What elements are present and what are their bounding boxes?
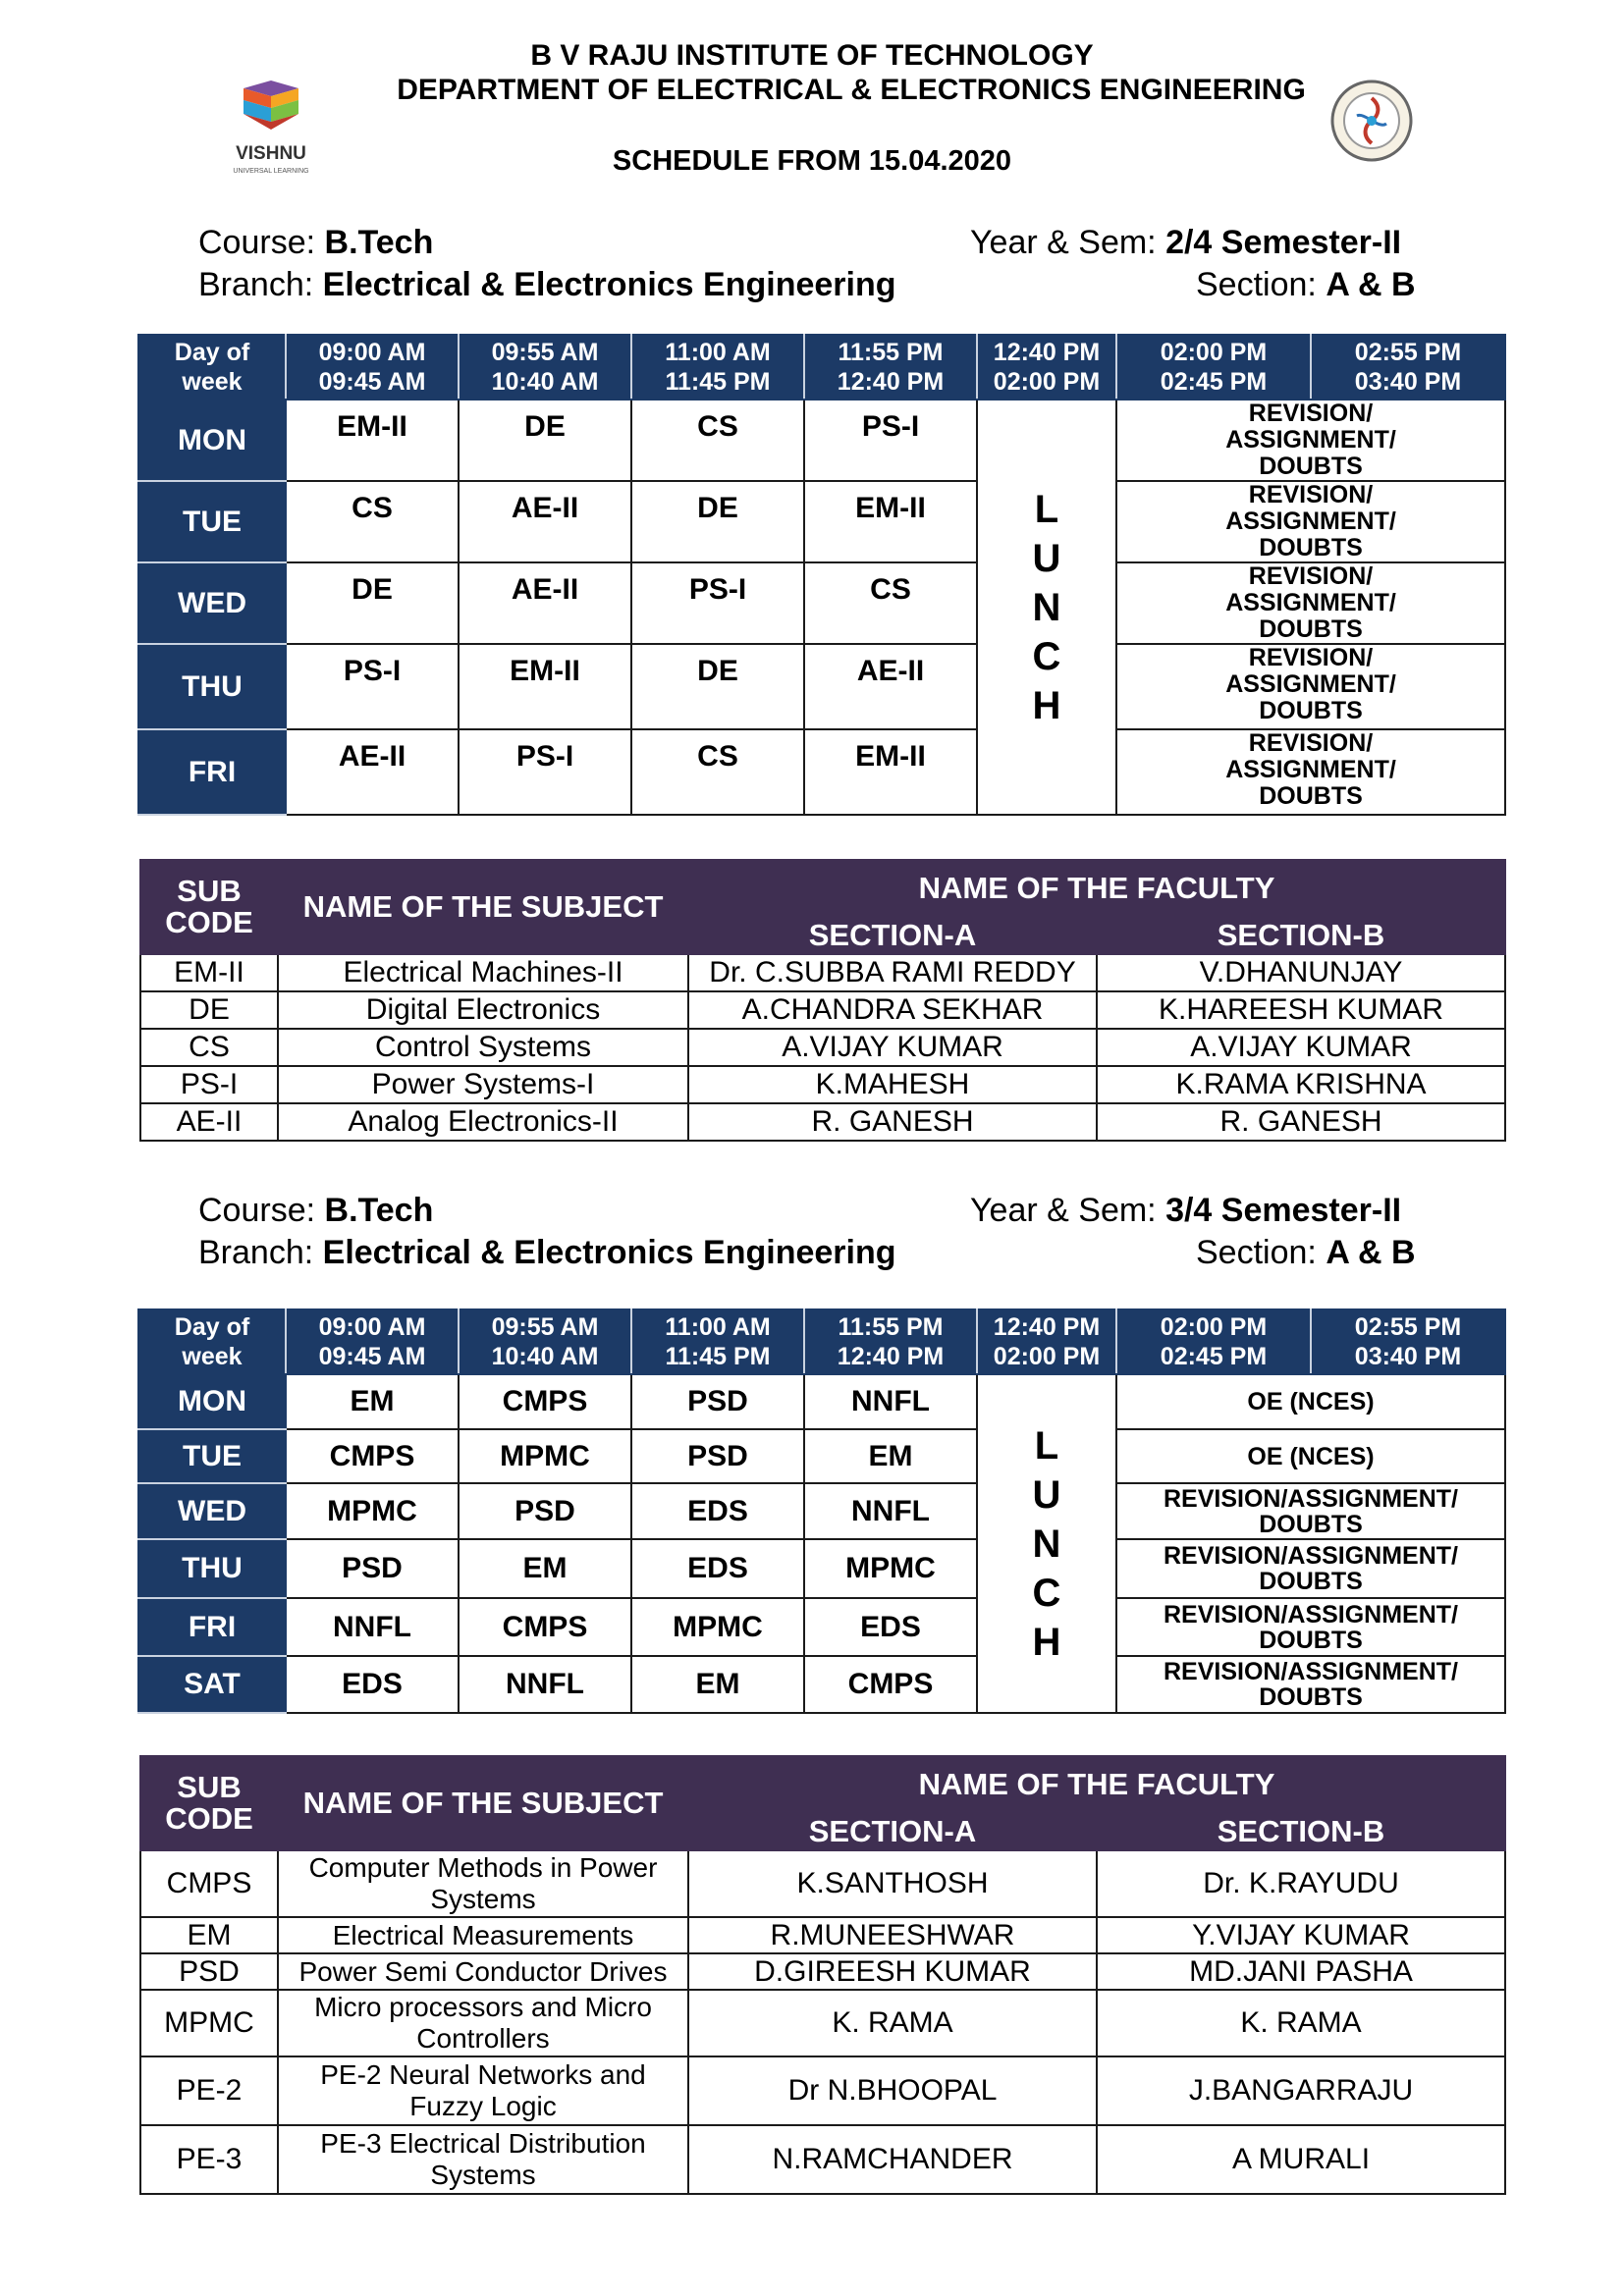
slot-header: 02:55 PM 03:40 PM bbox=[1311, 335, 1505, 400]
timetable-row bbox=[138, 644, 1505, 729]
timetable-header-row bbox=[138, 1309, 1505, 1374]
afternoon-activity: REVISION/ ASSIGNMENT/ DOUBTS bbox=[1116, 644, 1505, 729]
faculty-section-a: K. RAMA bbox=[688, 1990, 1097, 2056]
table-row bbox=[140, 1953, 1505, 1990]
section-line-2: Section: A & B bbox=[1196, 1234, 1416, 1271]
period-cell: MPMC bbox=[459, 1429, 631, 1483]
period-cell: EM bbox=[459, 1539, 631, 1598]
faculty-section-b: K.RAMA KRISHNA bbox=[1097, 1066, 1505, 1103]
period-cell: EDS bbox=[631, 1539, 804, 1598]
timetable-row bbox=[138, 1429, 1505, 1483]
period-cell: PS-I bbox=[631, 562, 804, 644]
day-label: MON bbox=[138, 1374, 286, 1429]
subject-name: Control Systems bbox=[278, 1029, 688, 1066]
period-cell: CMPS bbox=[286, 1429, 459, 1483]
faculty-section-a: K.MAHESH bbox=[688, 1066, 1097, 1103]
day-label: SAT bbox=[138, 1656, 286, 1713]
college-seal bbox=[1327, 77, 1416, 165]
slot-header: 11:00 AM 11:45 PM bbox=[631, 335, 804, 400]
period-cell: CS bbox=[286, 481, 459, 562]
period-cell: MPMC bbox=[286, 1483, 459, 1539]
period-cell: CMPS bbox=[459, 1598, 631, 1656]
faculty-section-b: A MURALI bbox=[1097, 2125, 1505, 2194]
period-cell: NNFL bbox=[459, 1656, 631, 1713]
subject-name: Power Semi Conductor Drives bbox=[278, 1953, 688, 1990]
section-b-header: SECTION-B bbox=[1097, 917, 1505, 954]
period-cell: MPMC bbox=[804, 1539, 977, 1598]
faculty-section-a: Dr. C.SUBBA RAMI REDDY bbox=[688, 954, 1097, 991]
sub-code: DE bbox=[140, 991, 278, 1029]
afternoon-activity: OE (NCES) bbox=[1116, 1374, 1505, 1429]
timetable-row bbox=[138, 562, 1505, 644]
faculty-section-b: Y.VIJAY KUMAR bbox=[1097, 1917, 1505, 1953]
faculty-section-a: R.MUNEESHWAR bbox=[688, 1917, 1097, 1953]
period-cell: EDS bbox=[631, 1483, 804, 1539]
svg-text:UNIVERSAL LEARNING: UNIVERSAL LEARNING bbox=[233, 168, 309, 175]
period-cell: PS-I bbox=[286, 644, 459, 729]
faculty-header: NAME OF THE FACULTY bbox=[688, 860, 1505, 917]
faculty-header: NAME OF THE FACULTY bbox=[688, 1756, 1505, 1813]
faculty-section-a: K.SANTHOSH bbox=[688, 1850, 1097, 1917]
afternoon-activity: REVISION/ASSIGNMENT/ DOUBTS bbox=[1116, 1539, 1505, 1598]
slot-header: 09:55 AM 10:40 AM bbox=[459, 335, 631, 400]
subject-name: Computer Methods in Power Systems bbox=[278, 1850, 688, 1917]
faculty-section-a: D.GIREESH KUMAR bbox=[688, 1953, 1097, 1990]
period-cell: DE bbox=[286, 562, 459, 644]
period-cell: EDS bbox=[804, 1598, 977, 1656]
period-cell: CS bbox=[631, 729, 804, 815]
day-of-week-header: Day of week bbox=[138, 1309, 286, 1374]
day-label: WED bbox=[138, 562, 286, 644]
course-line-1: Course: B.Tech bbox=[198, 224, 434, 261]
slot-header: 02:55 PM 03:40 PM bbox=[1311, 1309, 1505, 1374]
slot-header: 11:55 PM 12:40 PM bbox=[804, 335, 977, 400]
period-cell: NNFL bbox=[286, 1598, 459, 1656]
year-sem-line-1: Year & Sem: 2/4 Semester-II bbox=[970, 224, 1402, 261]
year-sem-line-2: Year & Sem: 3/4 Semester-II bbox=[970, 1192, 1402, 1229]
period-cell: DE bbox=[631, 481, 804, 562]
faculty-section-a: N.RAMCHANDER bbox=[688, 2125, 1097, 2194]
period-cell: PS-I bbox=[804, 400, 977, 481]
branch-line-2: Branch: Electrical & Electronics Engineering bbox=[198, 1234, 896, 1271]
sub-code: PE-2 bbox=[140, 2056, 278, 2125]
afternoon-activity: REVISION/ASSIGNMENT/ DOUBTS bbox=[1116, 1598, 1505, 1656]
day-label: TUE bbox=[138, 481, 286, 562]
slot-header: 11:55 PM 12:40 PM bbox=[804, 1309, 977, 1374]
section-a-header: SECTION-A bbox=[688, 917, 1097, 954]
faculty-section-b: J.BANGARRAJU bbox=[1097, 2056, 1505, 2125]
day-of-week-header: Day of week bbox=[138, 335, 286, 400]
period-cell: EM-II bbox=[459, 644, 631, 729]
period-cell: AE-II bbox=[804, 644, 977, 729]
timetable-row bbox=[138, 481, 1505, 562]
period-cell: EM bbox=[631, 1656, 804, 1713]
period-cell: DE bbox=[631, 644, 804, 729]
table-row bbox=[140, 1990, 1505, 2056]
sub-code: CMPS bbox=[140, 1850, 278, 1917]
afternoon-activity: REVISION/ ASSIGNMENT/ DOUBTS bbox=[1116, 481, 1505, 562]
period-cell: EM-II bbox=[804, 729, 977, 815]
subject-name-header: NAME OF THE SUBJECT bbox=[278, 860, 688, 954]
slot-header: 02:00 PM 02:45 PM bbox=[1116, 1309, 1311, 1374]
section-b-header: SECTION-B bbox=[1097, 1813, 1505, 1850]
faculty-section-b: R. GANESH bbox=[1097, 1103, 1505, 1141]
period-cell: CS bbox=[631, 400, 804, 481]
vishnu-logo-icon bbox=[208, 79, 334, 179]
slot-header: 09:00 AM 09:45 AM bbox=[286, 1309, 459, 1374]
table-row bbox=[140, 1066, 1505, 1103]
faculty-section-b: K. RAMA bbox=[1097, 1990, 1505, 2056]
period-cell: AE-II bbox=[459, 562, 631, 644]
timetable-3-4 bbox=[137, 1308, 1506, 1714]
timetable-row bbox=[138, 1598, 1505, 1656]
table-row bbox=[140, 1917, 1505, 1953]
institute-name: B V RAJU INSTITUTE OF TECHNOLOGY bbox=[530, 39, 1094, 72]
sub-code: AE-II bbox=[140, 1103, 278, 1141]
table-row bbox=[140, 2056, 1505, 2125]
table-row bbox=[140, 991, 1505, 1029]
lunch-break-cell: L U N C H bbox=[977, 400, 1116, 815]
period-cell: PSD bbox=[631, 1429, 804, 1483]
sub-code: PSD bbox=[140, 1953, 278, 1990]
period-cell: CMPS bbox=[804, 1656, 977, 1713]
sub-code: MPMC bbox=[140, 1990, 278, 2056]
faculty-section-b: V.DHANUNJAY bbox=[1097, 954, 1505, 991]
subject-name: PE-3 Electrical Distribution Systems bbox=[278, 2125, 688, 2194]
section-line-1: Section: A & B bbox=[1196, 266, 1416, 303]
period-cell: PSD bbox=[459, 1483, 631, 1539]
schedule-title: SCHEDULE FROM 15.04.2020 bbox=[612, 145, 1012, 177]
table-row bbox=[140, 1103, 1505, 1141]
period-cell: EM-II bbox=[804, 481, 977, 562]
timetable-row bbox=[138, 1539, 1505, 1598]
faculty-section-b: Dr. K.RAYUDU bbox=[1097, 1850, 1505, 1917]
sub-code: CS bbox=[140, 1029, 278, 1066]
period-cell: EM bbox=[804, 1429, 977, 1483]
lunch-break-cell: L U N C H bbox=[977, 1374, 1116, 1713]
day-label: FRI bbox=[138, 729, 286, 815]
day-label: TUE bbox=[138, 1429, 286, 1483]
day-label: THU bbox=[138, 644, 286, 729]
afternoon-activity: REVISION/ASSIGNMENT/ DOUBTS bbox=[1116, 1656, 1505, 1713]
faculty-section-a: A.CHANDRA SEKHAR bbox=[688, 991, 1097, 1029]
subject-name: Electrical Measurements bbox=[278, 1917, 688, 1953]
afternoon-activity: OE (NCES) bbox=[1116, 1429, 1505, 1483]
subject-name: PE-2 Neural Networks and Fuzzy Logic bbox=[278, 2056, 688, 2125]
period-cell: AE-II bbox=[286, 729, 459, 815]
sub-code-header: SUB CODE bbox=[140, 1756, 278, 1850]
subjects-header-row bbox=[140, 860, 1505, 917]
period-cell: CMPS bbox=[459, 1374, 631, 1429]
period-cell: MPMC bbox=[631, 1598, 804, 1656]
timetable-row bbox=[138, 1483, 1505, 1539]
slot-header: 12:40 PM 02:00 PM bbox=[977, 1309, 1116, 1374]
table-row bbox=[140, 954, 1505, 991]
section-a-header: SECTION-A bbox=[688, 1813, 1097, 1850]
subjects-table-2-4 bbox=[139, 859, 1506, 1142]
course-line-2: Course: B.Tech bbox=[198, 1192, 434, 1229]
afternoon-activity: REVISION/ ASSIGNMENT/ DOUBTS bbox=[1116, 400, 1505, 481]
faculty-section-b: MD.JANI PASHA bbox=[1097, 1953, 1505, 1990]
period-cell: PS-I bbox=[459, 729, 631, 815]
table-row bbox=[140, 1029, 1505, 1066]
period-cell: NNFL bbox=[804, 1483, 977, 1539]
subject-name: Micro processors and Micro Controllers bbox=[278, 1990, 688, 2056]
slot-header: 11:00 AM 11:45 PM bbox=[631, 1309, 804, 1374]
subject-name: Digital Electronics bbox=[278, 991, 688, 1029]
subjects-table-3-4 bbox=[139, 1755, 1506, 2195]
slot-header: 12:40 PM 02:00 PM bbox=[977, 335, 1116, 400]
timetable-row bbox=[138, 400, 1505, 481]
afternoon-activity: REVISION/ ASSIGNMENT/ DOUBTS bbox=[1116, 562, 1505, 644]
faculty-section-a: A.VIJAY KUMAR bbox=[688, 1029, 1097, 1066]
college-seal-icon bbox=[1327, 77, 1416, 165]
day-label: FRI bbox=[138, 1598, 286, 1656]
subject-name: Analog Electronics-II bbox=[278, 1103, 688, 1141]
timetable-2-4 bbox=[137, 334, 1506, 816]
sub-code: PS-I bbox=[140, 1066, 278, 1103]
sub-code: PE-3 bbox=[140, 2125, 278, 2194]
slot-header: 09:00 AM 09:45 AM bbox=[286, 335, 459, 400]
afternoon-activity: REVISION/ ASSIGNMENT/ DOUBTS bbox=[1116, 729, 1505, 815]
slot-header: 09:55 AM 10:40 AM bbox=[459, 1309, 631, 1374]
afternoon-activity: REVISION/ASSIGNMENT/ DOUBTS bbox=[1116, 1483, 1505, 1539]
subject-name: Power Systems-I bbox=[278, 1066, 688, 1103]
period-cell: EDS bbox=[286, 1656, 459, 1713]
faculty-section-a: Dr N.BHOOPAL bbox=[688, 2056, 1097, 2125]
svg-text:VISHNU: VISHNU bbox=[236, 143, 306, 164]
faculty-section-b: A.VIJAY KUMAR bbox=[1097, 1029, 1505, 1066]
slot-header: 02:00 PM 02:45 PM bbox=[1116, 335, 1311, 400]
subjects-header-row bbox=[140, 1756, 1505, 1813]
department-name: DEPARTMENT OF ELECTRICAL & ELECTRONICS ENGINEERING bbox=[397, 74, 1306, 106]
faculty-section-b: K.HAREESH KUMAR bbox=[1097, 991, 1505, 1029]
subject-name: Electrical Machines-II bbox=[278, 954, 688, 991]
period-cell: PSD bbox=[286, 1539, 459, 1598]
sub-code: EM bbox=[140, 1917, 278, 1953]
day-label: THU bbox=[138, 1539, 286, 1598]
timetable-row bbox=[138, 1656, 1505, 1713]
period-cell: EM-II bbox=[286, 400, 459, 481]
period-cell: DE bbox=[459, 400, 631, 481]
vishnu-logo bbox=[208, 79, 334, 179]
branch-line-1: Branch: Electrical & Electronics Engineering bbox=[198, 266, 896, 303]
period-cell: NNFL bbox=[804, 1374, 977, 1429]
subject-name-header: NAME OF THE SUBJECT bbox=[278, 1756, 688, 1850]
sub-code: EM-II bbox=[140, 954, 278, 991]
timetable-row bbox=[138, 729, 1505, 815]
timetable-row bbox=[138, 1374, 1505, 1429]
period-cell: AE-II bbox=[459, 481, 631, 562]
day-label: MON bbox=[138, 400, 286, 481]
period-cell: PSD bbox=[631, 1374, 804, 1429]
faculty-section-a: R. GANESH bbox=[688, 1103, 1097, 1141]
table-row bbox=[140, 1850, 1505, 1917]
day-label: WED bbox=[138, 1483, 286, 1539]
period-cell: EM bbox=[286, 1374, 459, 1429]
sub-code-header: SUB CODE bbox=[140, 860, 278, 954]
timetable-header-row bbox=[138, 335, 1505, 400]
period-cell: CS bbox=[804, 562, 977, 644]
table-row bbox=[140, 2125, 1505, 2194]
